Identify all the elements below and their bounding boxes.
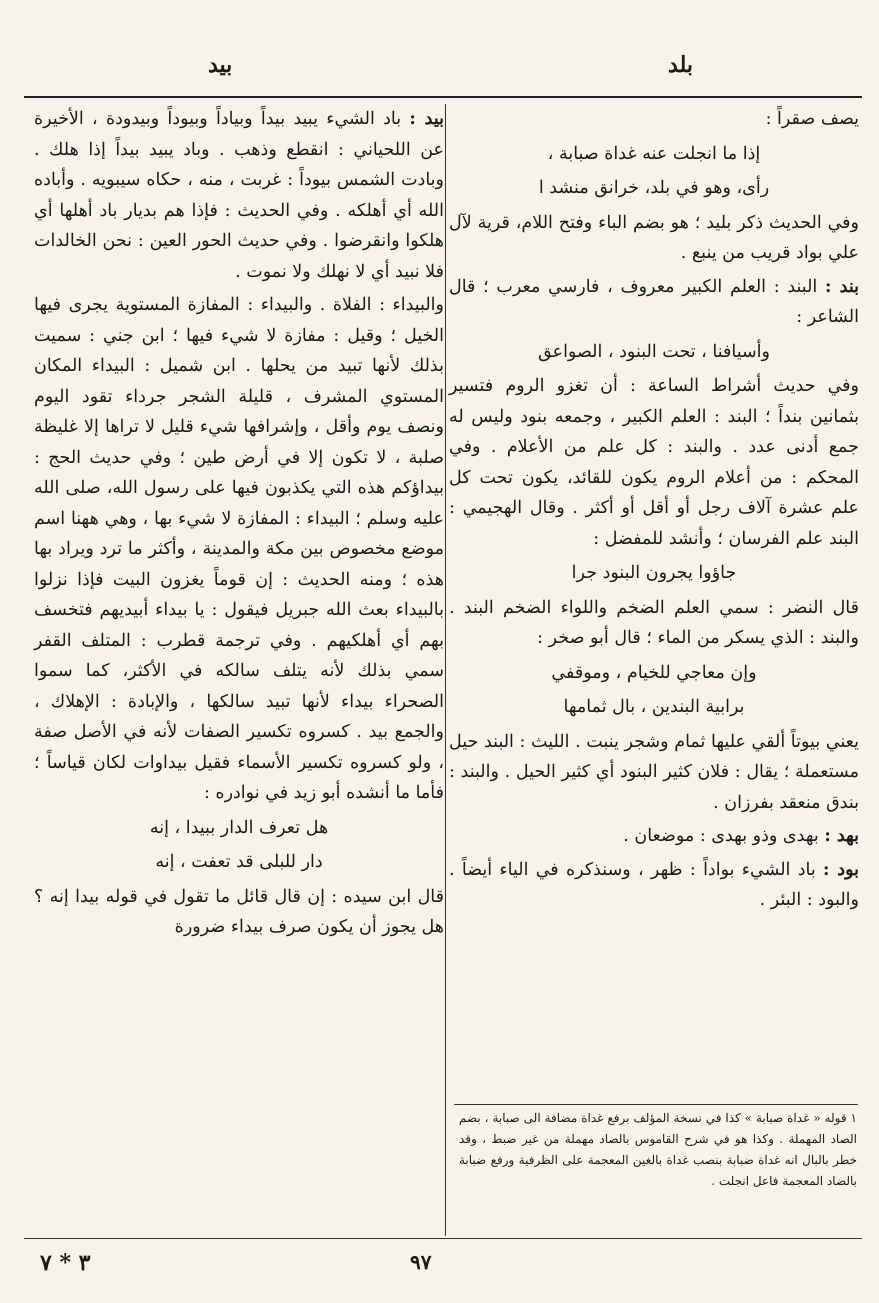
entry-paragraph: [449, 821, 859, 852]
entry-paragraph: [449, 371, 859, 554]
signature-mark: ٣ * ٧: [40, 1250, 91, 1276]
entry-text: هل تعرف الدار ببيدا ، إنه: [149, 817, 329, 838]
headword: بند :: [824, 276, 860, 297]
entry-paragraph: [449, 104, 859, 135]
footnote-rule: [454, 1104, 858, 1105]
verse-line: [449, 658, 859, 689]
entry-text: رأى، وهو في بلد، خرانق منشد ا: [538, 178, 770, 198]
entry-text: جاؤوا يجرون البنود جرا: [571, 563, 737, 583]
verse-line: [449, 558, 859, 589]
bottom-rule: [24, 1238, 862, 1239]
header-left-word: بيد: [208, 52, 233, 78]
entry-text: قال النضر : سمي العلم الضخم واللواء الضخم البند . والبند : الذي يسكر من الماء ؛ قال أبو صخر :: [449, 597, 859, 648]
entry-paragraph: [449, 855, 859, 916]
entry-text: البند : العلم الكبير معروف ، فارسي معرب ؛ قال الشاعر :: [449, 276, 859, 327]
entry-paragraph: [449, 727, 859, 819]
entry-text: إذا ما انجلت عنه غداة صبابة ،: [547, 143, 761, 164]
entry-paragraph: [449, 272, 859, 333]
entry-text: بهدى وذو بهدى : موضعان .: [623, 826, 825, 846]
headword: بيد :: [409, 109, 445, 129]
entry-text: باد الشيء بواداً : ظهر ، وسنذكره في الياء أيضاً . والبود : البئر .: [449, 859, 859, 910]
entry-paragraph: [34, 290, 444, 809]
entry-text: وفي الحديث ذكر بليد ؛ هو بضم الباء وفتح اللام، قرية لآل علي بواد قريب من ينبع .: [449, 212, 859, 263]
entry-text: باد الشيء يبيد بيداً وبياداً وبيوداً وبيدودة ، الأخيرة عن اللحياني : انقطع وذهب . وباد يبيد بيداً إذا هلك . وبادت الشمس بيوداً : غربت ، منه ، حكاه سيبويه . وأباده الله أي أهلكه . وفي الحديث : فإذا هم بديار باد أهلها أي هلكوا وانقرضوا . وفي حديث الحور العين : نحن الخالدات فلا نبيد أي لا نهلك ولا نموت .: [34, 109, 444, 282]
entry-text: وأسيافنا ، تحت البنود ، الصواعق: [538, 341, 770, 362]
verse-line: [449, 692, 859, 723]
right-column: [449, 104, 859, 919]
column-divider: [445, 104, 446, 1236]
verse-line: [449, 139, 859, 170]
entry-paragraph: [449, 208, 859, 269]
entry-text: برابية البندين ، بال ثمامها: [563, 697, 745, 717]
left-column: [34, 104, 444, 946]
header-right-word: بلد: [668, 52, 693, 78]
verse-line: [34, 847, 444, 878]
entry-text: يعني بيوتاً ألقي عليها ثمام وشجر ينبت . الليث : البند حيل مستعملة ؛ يقال : فلان كثير البنود أي كثير الحيل . والبند : بندق منعقد بفرزان .: [449, 731, 859, 813]
entry-paragraph: [449, 593, 859, 654]
entry-text: وإن معاجي للخيام ، وموقفي: [551, 662, 757, 683]
entry-text: وفي حديث أشراط الساعة : أن تغزو الروم فتسير بثمانين بنداً ؛ البند : العلم الكبير ، وجمعه بنود وليس له جمع أدنى عدد . والبند : كل علم من الأعلام . وفي المحكم : من أعلام الروم يكون للقائد، يكون تحت كل علم عشرة آلاف رجل أو أقل أو أكثر . وقال الهجيمي : البند علم الفرسان ؛ وأنشد للمفضل :: [449, 376, 859, 549]
entry-text: دار للبلى قد تعفت ، إنه: [155, 852, 323, 872]
entry-paragraph: [34, 104, 444, 287]
footnote: ١ قوله « غداة صبابة » كذا في نسخة المؤلف برفع غداة مضافة الى صبابة ، بضم الصاد المهملة . وكذا هو في شرح القاموس بالصاد مهملة من غير ضبط ، وقد خطر بالبال انه غداة ضبابة بنصب غداة بالغين المعجمة على الظرفية ورفع ضبابة بالضاد المعجمة فاعل انجلت .: [459, 1111, 857, 1188]
entry-text: والبيداء : الفلاة . والبيداء : المفازة المستوية يجرى فيها الخيل ؛ وقيل : مفازة لا شيء فيها ؛ ابن جني : سميت بذلك لأنها تبيد من يحلها . ابن شميل : البيداء المكان المستوي المشرف ، قليلة الشجر جرداء تقود اليوم ونصف يوم وأقل ، وإشرافها شيء قليل لا تراها إلا غليظة صلبة ، لا تكون إلا في أرض طين ؛ وفي حديث الحج : بيداؤكم هذه التي يكذبون فيها على رسول الله، صلى الله عليه وسلم ؛ البيداء : المفازة لا شيء بها ، وهي ههنا اسم موضع مخصوص بين مكة والمدينة ، وأكثر ما ترد ويراد بها هذه ؛ ومنه الحديث : إن قوماً يغزون البيت فإذا نزلوا بالبيداء بعث الله جبريل فيقول : يا بيداء أبيديهم فتخسف بهم أي أهلكيهم . وفي ترجمة قطرب : المتلف القفر سمي بذلك لأنه يتلف سالكه في الأكثر، كما سموا الصحراء بيداء لأنها تبيد سالكها ، والإبادة : الإهلاك ، والجمع بيد . كسروه تكسير الصفات لأنه في الأصل صفة ، ولو كسروه تكسير الأسماء فقيل بيداوات لكان قياساً ؛ فأما ما أنشده أبو زيد في نوادره :: [34, 295, 444, 803]
entry-text: يصف صقراً :: [765, 109, 859, 129]
page-number: ٩٧: [410, 1250, 432, 1274]
verse-line: [449, 337, 859, 368]
entry-paragraph: [34, 882, 444, 943]
headword: بود :: [823, 859, 859, 880]
top-rule: [24, 96, 862, 98]
entry-text: قال ابن سيده : إن قال قائل ما تقول في قوله بيدا إنه ؟ هل يجوز أن يكون صرف بيداء ضرورة: [34, 886, 444, 937]
verse-line: [449, 173, 859, 204]
verse-line: [34, 813, 444, 844]
headword: بهد :: [824, 826, 859, 846]
